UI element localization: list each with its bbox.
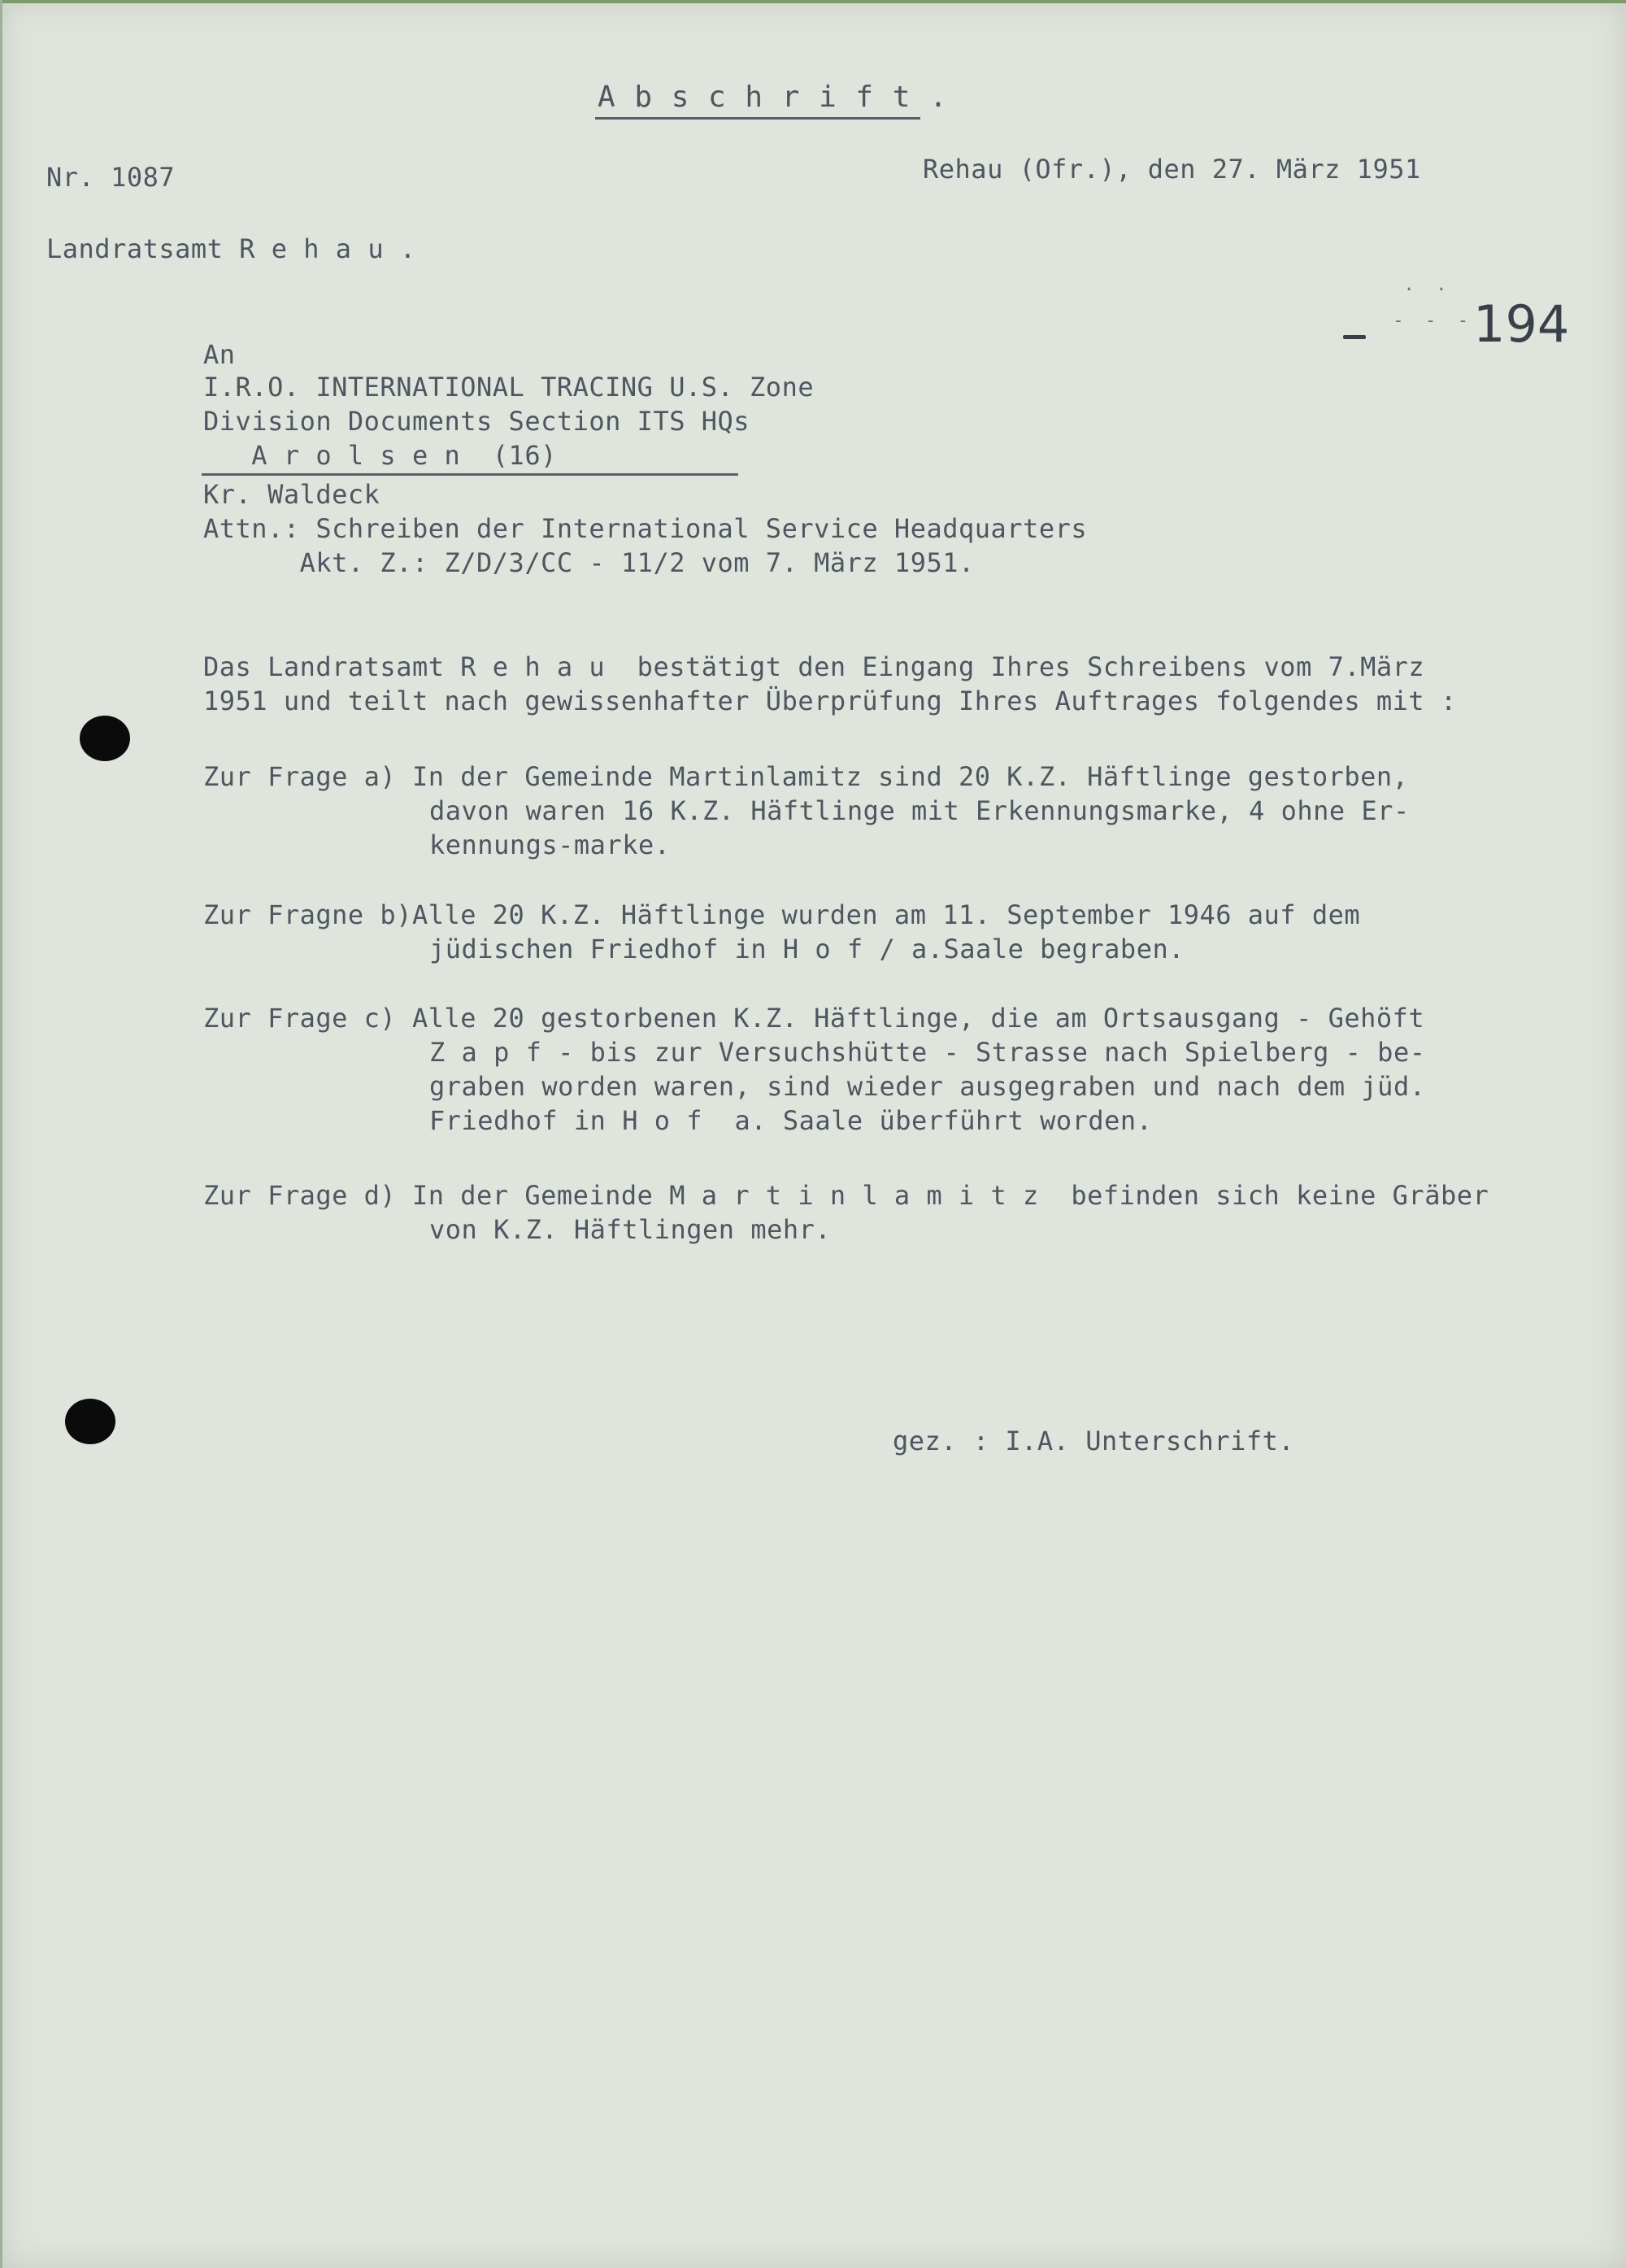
reference-number: Nr. 1087 bbox=[46, 162, 176, 193]
address-line-1: I.R.O. INTERNATIONAL TRACING U.S. Zone bbox=[203, 372, 815, 403]
page-edge-top bbox=[0, 0, 1626, 3]
intro-line-0: Das Landratsamt R e h a u bestätigt den Eingang Ihres Schreibens vom 7.März bbox=[203, 651, 1425, 682]
signature: gez. : I.A. Unterschrift. bbox=[893, 1426, 1295, 1456]
question-c-line-1: Z a p f - bis zur Versuchshütte - Strasse nach Spielberg - be- bbox=[429, 1037, 1426, 1068]
title-underline bbox=[595, 117, 920, 120]
question-d-line-1: von K.Z. Häftlingen mehr. bbox=[429, 1214, 832, 1245]
question-a-line-2: kennungs-marke. bbox=[429, 829, 671, 860]
question-b-line-1: jüdischen Friedhof in H o f / a.Saale begraben. bbox=[429, 934, 1185, 964]
document-title: A b s c h r i f t . bbox=[598, 81, 948, 114]
question-a-line-0: Zur Frage a) In der Gemeinde Martinlamitz sind 20 K.Z. Häftlinge gestorben, bbox=[203, 761, 1409, 792]
question-d-line-0: Zur Frage d) In der Gemeinde M a r t i n l a m i t z befinden sich keine Gräber bbox=[203, 1180, 1489, 1211]
stamp-dots: . . - - - bbox=[1393, 275, 1468, 331]
punch-hole bbox=[80, 716, 130, 761]
place-and-date: Rehau (Ofr.), den 27. März 1951 bbox=[923, 154, 1421, 185]
sender-office: Landratsamt R e h a u . bbox=[46, 233, 416, 264]
question-c-line-2: graben worden waren, sind wieder ausgegraben und nach dem jüd. bbox=[429, 1071, 1426, 1102]
pen-mark bbox=[1343, 335, 1366, 339]
page-number: 194 bbox=[1473, 294, 1570, 354]
question-c-line-3: Friedhof in H o f a. Saale überführt worden. bbox=[429, 1105, 1153, 1136]
question-a-line-1: davon waren 16 K.Z. Häftlinge mit Erkennungsmarke, 4 ohne Er- bbox=[429, 795, 1410, 826]
page-edge-left bbox=[0, 0, 2, 2268]
address-line-2: Division Documents Section ITS HQs bbox=[203, 406, 750, 437]
address-line-4: Kr. Waldeck bbox=[203, 479, 380, 510]
address-line-0: An bbox=[203, 339, 236, 370]
address-line-6: Akt. Z.: Z/D/3/CC - 11/2 vom 7. März 1951. bbox=[203, 547, 975, 578]
punch-hole bbox=[65, 1399, 115, 1444]
address-underline bbox=[202, 473, 738, 476]
question-b-line-0: Zur Fragne b)Alle 20 K.Z. Häftlinge wurden am 11. September 1946 auf dem bbox=[203, 899, 1361, 930]
address-line-3: A r o l s e n (16) bbox=[203, 440, 557, 471]
question-c-line-0: Zur Frage c) Alle 20 gestorbenen K.Z. Häftlinge, die am Ortsausgang - Gehöft bbox=[203, 1003, 1425, 1034]
address-line-5: Attn.: Schreiben der International Service Headquarters bbox=[203, 513, 1088, 544]
intro-line-1: 1951 und teilt nach gewissenhafter Überprüfung Ihres Auftrages folgendes mit : bbox=[203, 686, 1457, 716]
